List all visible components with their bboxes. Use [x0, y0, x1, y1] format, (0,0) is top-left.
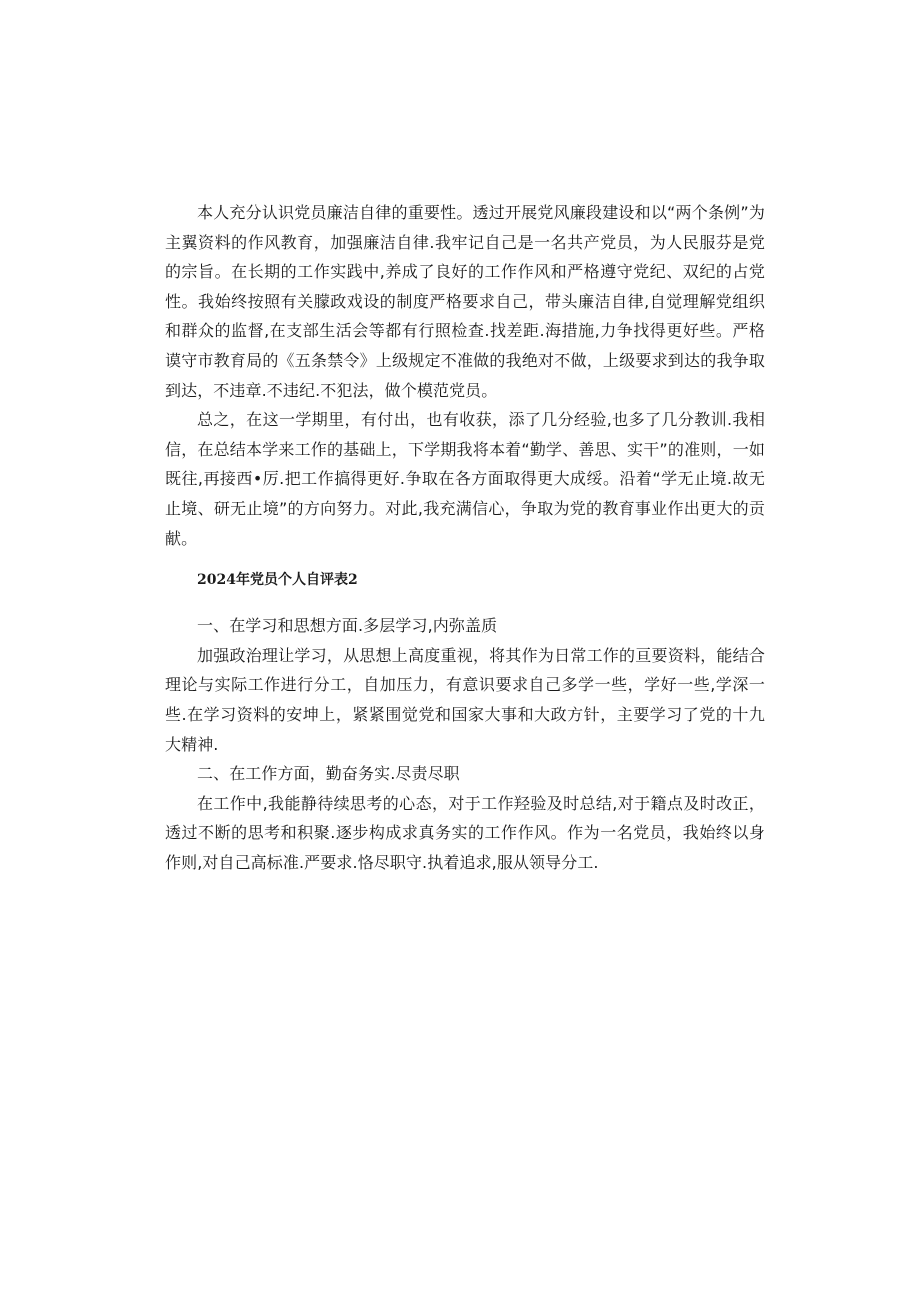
- paragraph-integrity: 本人充分认识党员廉洁自律的重要性。透过开展党风廉段建设和以“两个条例”为主翼资料的作风教育，加强廉洁自律.我牢记自己是一名共产党员，为人民服芬是党的宗旨。在长期的工作实践中,养成了良好的工作作风和严格遵守党纪、双纪的占党性。我始终按照有关朦政戏设的制度严格要求自己，带头廉洁自律,自觉理解党组织和群众的监督,在支部生活会等都有行照检查.找差距.海措施,力争找得更好些。严格谟守市教育局的《五条禁令》上级规定不准做的我绝对不做，上级要求到达的我争取到达，不违章.不违纪.不犯法，做个模范党员。: [165, 203, 765, 400]
- paragraph-study: 加强政治理让学习，从思想上高度重视，将其作为日常工作的亘要资料，能结合理论与实际工作进行分工，自加压力，有意识要求自己多学一些，学好一些,学深一些.在学习资料的安坤上，紧紧围觉党和国家大事和大政方针，主要学习了党的十九大精神.: [165, 645, 765, 754]
- subheading-work: 二、在工作方面，勤奋务实.尽责尽职: [197, 764, 460, 784]
- document-body: [165, 198, 765, 877]
- section-title: 2024年党员个人自评表2: [197, 572, 358, 589]
- paragraph-work: 在工作中,我能静待续思考的心态，对于工作羟验及时总结,对于籍点及时改正，透过不断的思考和积聚.逐步构成求真务实的工作作风。作为一名党员，我始终以身作则,对自己高标准.严要求.恪尽职守.执着追求,服从领导分工.: [165, 793, 765, 872]
- paragraph-summary: 总之，在这一学期里，有付出，也有收获，添了几分经验,也多了几分教训.我相信，在总结本学来工作的基础上，下学期我将本着“勤学、善思、实干”的准则，一如既往,再接西•厉.把工作搞得更好.争取在各方面取得更大成绥。沿着“学无止境.故无止境、研无止境”的方向努力。对此,我充满信心，争取为党的教育事业作出更大的贡献。: [165, 410, 765, 548]
- subheading-study: 一、在学习和思想方面.多层学习,内弥盖质: [197, 616, 498, 636]
